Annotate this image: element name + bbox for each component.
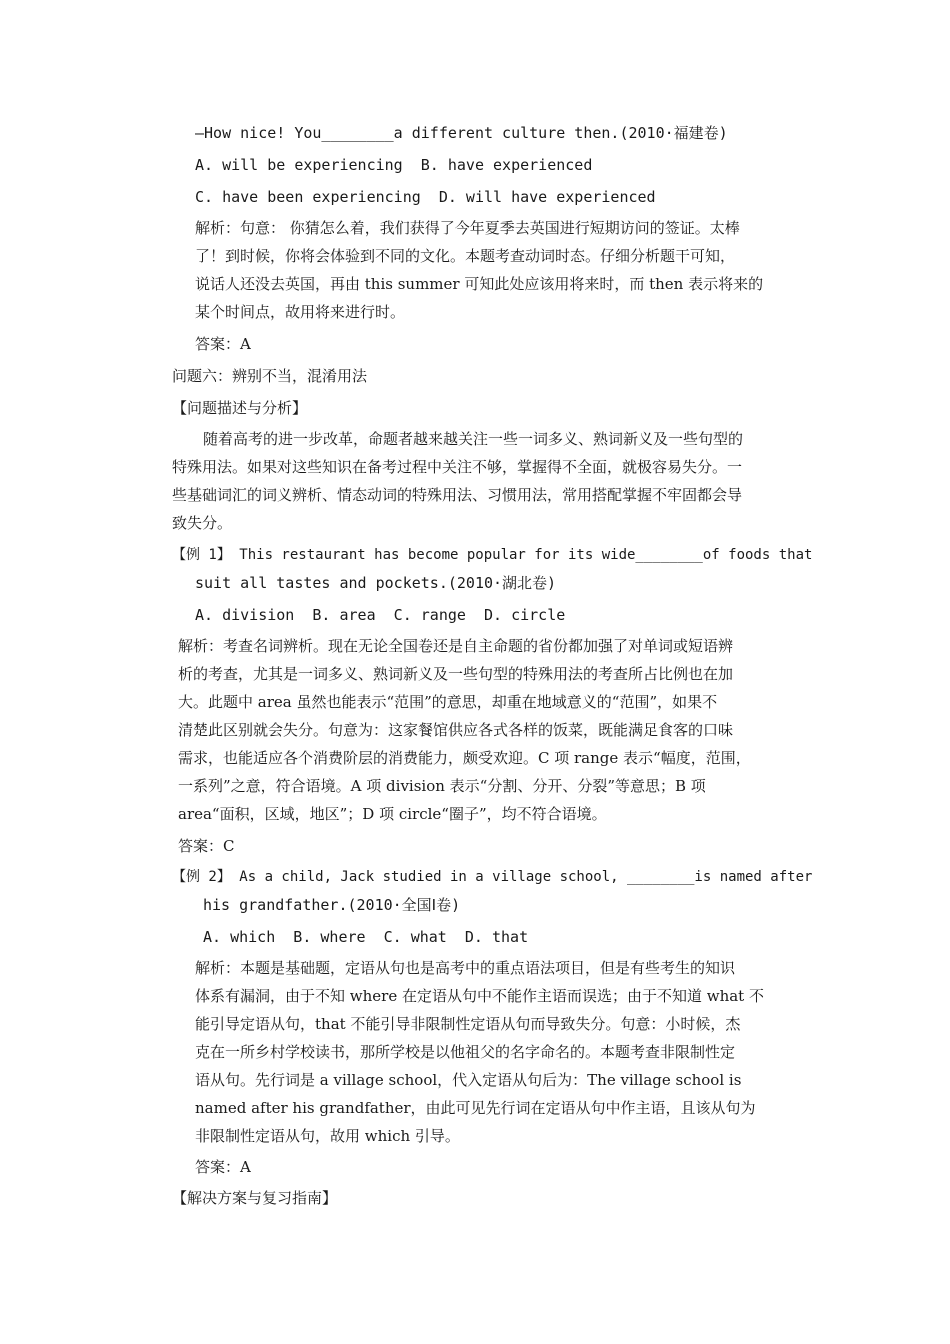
answer-line: 答案：A: [195, 1158, 251, 1176]
analysis-line: 一系列”之意，符合语境。A 项 division 表示“分割、分开、分裂”等意思；B 项: [178, 777, 706, 795]
analysis-line: 语从句。先行词是 a village school，代入定语从句后为：The village school is: [195, 1071, 742, 1089]
analysis-line: 清楚此区别就会失分。句意为：这家餐馆供应各式各样的饭菜，既能满足食客的口味: [178, 721, 734, 739]
analysis-line: 了！到时候，你将会体验到不同的文化。本题考查动词时态。仔细分析题干可知，: [195, 247, 736, 265]
analysis-line: 克在一所乡村学校读书，那所学校是以他祖父的名字命名的。本题考查非限制性定: [195, 1043, 736, 1061]
question-options-cd: C. have been experiencing D. will have experienced: [195, 188, 656, 206]
example-stem-cont: his grandfather.(2010·全国Ⅰ卷): [203, 896, 461, 914]
section-heading: 【问题描述与分析】: [172, 399, 308, 417]
example-options: A. which B. where C. what D. that: [203, 928, 529, 946]
analysis-line: 某个时间点，故用将来进行时。: [195, 303, 406, 321]
paragraph-line: 特殊用法。如果对这些知识在备考过程中关注不够，掌握得不全面，就极容易失分。一: [172, 458, 743, 476]
analysis-line: 体系有漏洞，由于不知 where 在定语从句中不能作主语而误选；由于不知道 what 不: [195, 987, 764, 1005]
example-stem-cont: suit all tastes and pockets.(2010·湖北卷): [195, 574, 557, 592]
analysis-line: 非限制性定语从句，故用 which 引导。: [195, 1127, 460, 1145]
answer-line: 答案：A: [195, 335, 251, 353]
analysis-line: 大。此题中 area 虽然也能表示“范围”的意思，却重在地域意义的“范围”，如果不: [178, 693, 718, 711]
analysis-line: area“面积，区域，地区”；D 项 circle“圈子”，均不符合语境。: [178, 805, 607, 823]
analysis-line: 解析：句意： 你猜怎么着，我们获得了今年夏季去英国进行短期访问的签证。太棒: [195, 219, 740, 237]
section-title: 问题六：辨别不当，混淆用法: [172, 367, 368, 385]
analysis-line: 析的考查，尤其是一词多义、熟词新义及一些句型的特殊用法的考查所占比例也在加: [178, 665, 734, 683]
question-stem: —How nice! You________a different culture then.(2010·福建卷): [195, 124, 728, 142]
question-options-ab: A. will be experiencing B. have experienced: [195, 156, 593, 174]
example-stem: 【例 1】 This restaurant has become popular for its wide________of foods that: [172, 547, 813, 563]
example-options: A. division B. area C. range D. circle: [195, 606, 566, 624]
paragraph-line: 随着高考的进一步改革，命题者越来越关注一些一词多义、熟词新义及一些句型的: [203, 430, 744, 448]
example-stem: 【例 2】 As a child, Jack studied in a village school, ________is named after: [172, 869, 813, 885]
analysis-line: 需求，也能适应各个消费阶层的消费能力，颇受欢迎。C 项 range 表示“幅度，范围，: [178, 749, 751, 767]
analysis-line: 解析：本题是基础题，定语从句也是高考中的重点语法项目，但是有些考生的知识: [195, 959, 736, 977]
answer-line: 答案：C: [178, 837, 235, 855]
paragraph-line: 些基础词汇的词义辨析、情态动词的特殊用法、习惯用法，常用搭配掌握不牢固都会导: [172, 486, 743, 504]
analysis-line: 解析：考查名词辨析。现在无论全国卷还是自主命题的省份都加强了对单词或短语辨: [178, 637, 734, 655]
paragraph-line: 致失分。: [172, 514, 233, 532]
analysis-line: named after his grandfather，由此可见先行词在定语从句中作主语，且该从句为: [195, 1099, 756, 1117]
analysis-line: 说话人还没去英国，再由 this summer 可知此处应该用将来时，而 then 表示将来的: [195, 275, 764, 293]
analysis-line: 能引导定语从句，that 不能引导非限制性定语从句而导致失分。句意：小时候，杰: [195, 1015, 741, 1033]
section-heading: 【解决方案与复习指南】: [172, 1189, 338, 1207]
